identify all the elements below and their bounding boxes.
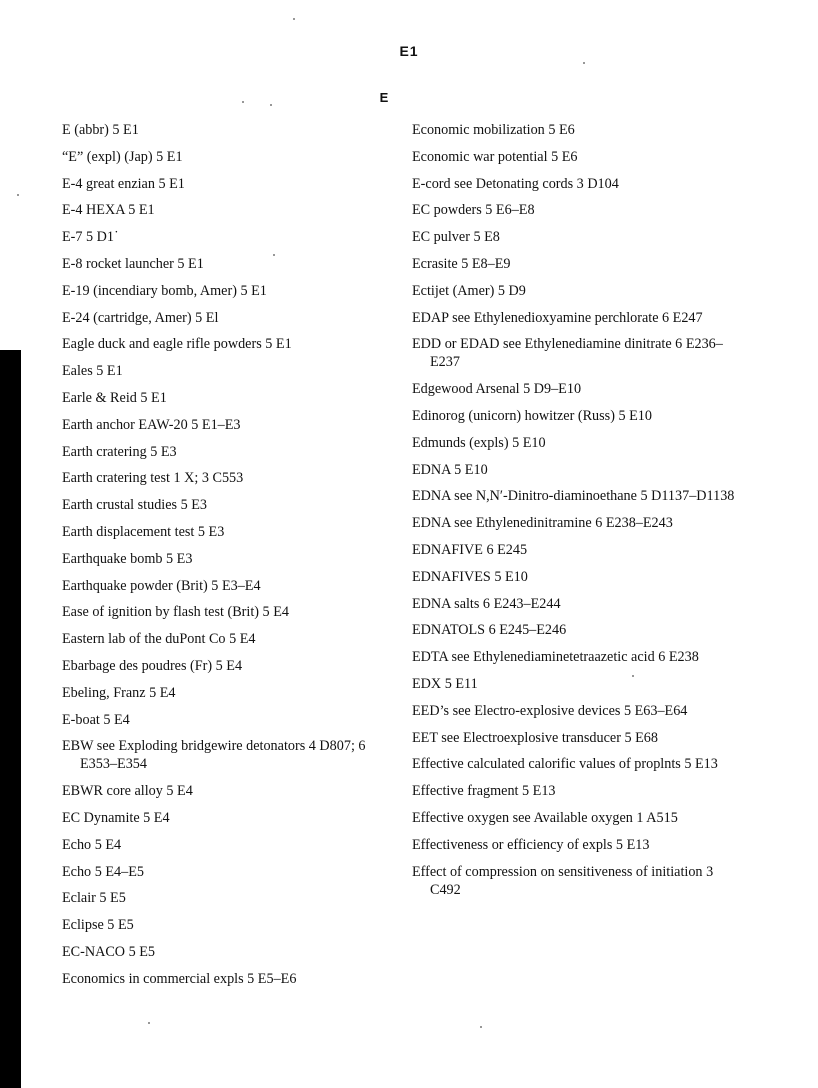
index-column-left	[62, 121, 382, 997]
index-entry: EED’s see Electro-explosive devices 5 E63–E64	[412, 702, 688, 719]
scan-binding-edge	[0, 350, 21, 1088]
index-entry: Earth crustal studies 5 E3	[62, 497, 207, 514]
scan-speck	[148, 1022, 150, 1024]
index-entry: Ectijet (Amer) 5 D9	[412, 282, 526, 299]
scan-speck	[583, 62, 585, 64]
scan-speck	[273, 254, 275, 256]
section-heading: E	[379, 90, 389, 105]
index-entry: E-24 (cartridge, Amer) 5 El	[62, 309, 219, 326]
index-entry: EDD or EDAD see Ethylenediamine dinitrate 6 E236–E237	[412, 336, 723, 371]
index-entry: E (abbr) 5 E1	[62, 122, 139, 138]
index-entry: Eclipse 5 E5	[62, 917, 134, 934]
scan-speck	[632, 675, 634, 677]
index-entry: Ease of ignition by flash test (Brit) 5 E4	[62, 604, 289, 621]
index-entry: Earthquake powder (Brit) 5 E3–E4	[62, 577, 261, 594]
index-entry: Earthquake bomb 5 E3	[62, 550, 193, 567]
index-entry: EDNATOLS 6 E245–E246	[412, 622, 567, 639]
page-title: E1	[399, 43, 419, 59]
index-entry: E-19 (incendiary bomb, Amer) 5 E1	[62, 282, 267, 299]
index-entry: EC pulver 5 E8	[412, 229, 500, 246]
index-entry: EBWR core alloy 5 E4	[62, 783, 193, 800]
index-entry: Effective calculated calorific values of proplnts 5 E13	[412, 756, 718, 773]
index-entry: E-8 rocket launcher 5 E1	[62, 255, 204, 272]
index-entry: Economic mobilization 5 E6	[412, 122, 575, 138]
index-entry: EDX 5 E11	[412, 675, 478, 692]
index-entry: EC Dynamite 5 E4	[62, 809, 170, 826]
index-entry: Earth displacement test 5 E3	[62, 523, 225, 540]
index-entry: Effective fragment 5 E13	[412, 783, 556, 800]
scan-speck	[242, 101, 244, 103]
index-entry: Earth cratering 5 E3	[62, 443, 177, 460]
index-entry: Effective oxygen see Available oxygen 1 A515	[412, 809, 678, 826]
index-entry: Ebarbage des poudres (Fr) 5 E4	[62, 657, 243, 674]
index-entry: Edmunds (expls) 5 E10	[412, 434, 546, 451]
scan-speck	[17, 194, 19, 196]
scan-speck	[270, 104, 272, 106]
index-entry: EET see Electroexplosive transducer 5 E68	[412, 729, 658, 746]
scan-speck	[480, 1026, 482, 1028]
index-entry: Eclair 5 E5	[62, 890, 126, 907]
index-entry: EDAP see Ethylenedioxyamine perchlorate 6 E247	[412, 309, 703, 326]
index-entry: Economic war potential 5 E6	[412, 148, 578, 165]
index-entry: EDNAFIVES 5 E10	[412, 568, 528, 585]
index-entry: “E” (expl) (Jap) 5 E1	[62, 148, 183, 165]
index-entry: Edgewood Arsenal 5 D9–E10	[412, 381, 582, 398]
index-entry: E-boat 5 E4	[62, 711, 130, 728]
index-entry: EC powders 5 E6–E8	[412, 202, 535, 219]
index-entry: EDNA salts 6 E243–E244	[412, 595, 561, 612]
index-column-right	[412, 121, 742, 907]
index-entry: EDNA 5 E10	[412, 461, 488, 478]
index-entry: Earth cratering test 1 X; 3 C553	[62, 470, 244, 487]
index-entry: EDNAFIVE 6 E245	[412, 541, 528, 558]
index-entry: Eastern lab of the duPont Co 5 E4	[62, 631, 256, 648]
index-entry: Eagle duck and eagle rifle powders 5 E1	[62, 336, 292, 353]
index-entry: Eales 5 E1	[62, 363, 123, 380]
index-entry: Earle & Reid 5 E1	[62, 389, 167, 406]
index-entry: E-4 HEXA 5 E1	[62, 202, 155, 219]
index-entry: Earth anchor EAW-20 5 E1–E3	[62, 416, 241, 433]
index-entry: E-4 great enzian 5 E1	[62, 175, 185, 192]
index-entry: Economics in commercial expls 5 E5–E6	[62, 970, 297, 987]
index-entry: Ecrasite 5 E8–E9	[412, 255, 511, 272]
index-entry: Effectiveness or efficiency of expls 5 E13	[412, 836, 650, 853]
index-entry: EDNA see Ethylenedinitramine 6 E238–E243	[412, 515, 673, 532]
index-entry: EC-NACO 5 E5	[62, 943, 156, 960]
index-entry: E-7 5 D1˙	[62, 229, 119, 246]
index-entry: Effect of compression on sensitiveness of initiation 3 C492	[412, 863, 714, 898]
scan-speck	[293, 18, 295, 20]
index-entry: Ebeling, Franz 5 E4	[62, 684, 176, 701]
index-entry: EBW see Exploding bridgewire detonators 4 D807; 6 E353–E354	[62, 738, 366, 773]
index-entry: E-cord see Detonating cords 3 D104	[412, 175, 619, 192]
index-entry: EDNA see N,N′-Dinitro-diaminoethane 5 D1137–D1138	[412, 488, 735, 505]
index-entry: Echo 5 E4–E5	[62, 863, 144, 880]
index-entry: EDTA see Ethylenediaminetetraazetic acid 6 E238	[412, 649, 699, 666]
index-entry: Echo 5 E4	[62, 836, 122, 853]
index-entry: Edinorog (unicorn) howitzer (Russ) 5 E10	[412, 407, 652, 424]
